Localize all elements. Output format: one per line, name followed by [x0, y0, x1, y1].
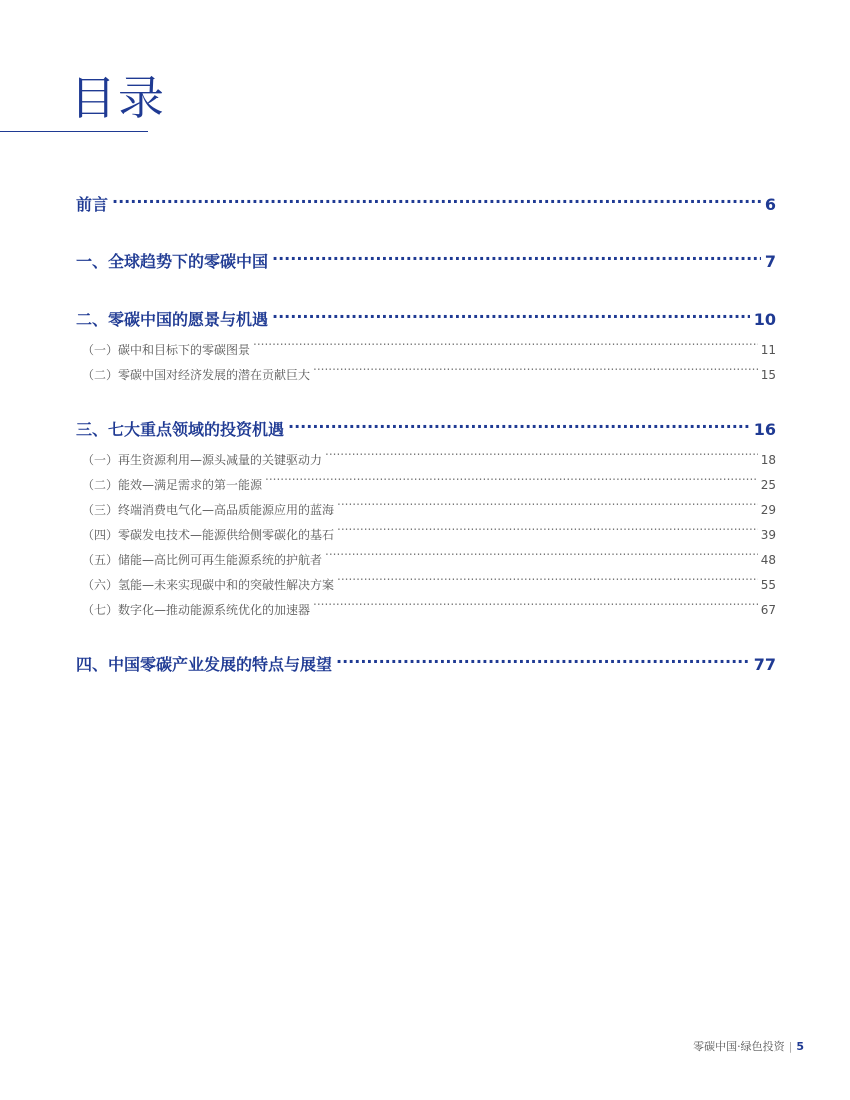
toc-subentry-label: （二）能效—满足需求的第一能源	[82, 478, 263, 492]
toc-page-number: 10	[753, 310, 776, 329]
toc-entry-label: 一、全球趋势下的零碳中国	[76, 252, 269, 271]
toc-entry-chapter-4[interactable]	[76, 646, 776, 674]
toc-page-number: 25	[760, 478, 776, 492]
footer-separator: |	[788, 1040, 793, 1053]
toc-subentry-label: （五）储能—高比例可再生能源系统的护航者	[82, 553, 323, 567]
toc-subentry-label: （三）终端消费电气化—高品质能源应用的蓝海	[82, 503, 335, 517]
page-footer	[693, 1038, 804, 1054]
table-of-contents	[76, 186, 776, 674]
toc-page-number: 39	[760, 528, 776, 542]
toc-page-number: 18	[760, 453, 776, 467]
toc-entry-chapter-2[interactable]	[76, 301, 776, 329]
toc-entry-preface[interactable]	[76, 186, 776, 214]
toc-subsection-list	[76, 329, 776, 382]
dot-leader	[288, 411, 750, 435]
toc-subentry-label: （一）再生资源利用—源头减量的关键驱动力	[82, 453, 323, 467]
toc-page-number: 11	[760, 343, 776, 357]
toc-entry-chapter-3[interactable]	[76, 411, 776, 439]
toc-page-number: 55	[760, 578, 776, 592]
toc-subentry-label: （四）零碳发电技术—能源供给侧零碳化的基石	[82, 528, 335, 542]
toc-page-number: 6	[764, 195, 776, 214]
dot-leader	[336, 646, 750, 670]
dot-leader	[253, 329, 758, 354]
toc-subentry-label: （六）氢能—未来实现碳中和的突破性解决方案	[82, 578, 335, 592]
toc-subentry-label: （二）零碳中国对经济发展的潜在贡献巨大	[82, 368, 311, 382]
toc-subentry-label: （七）数字化—推动能源系统优化的加速器	[82, 603, 311, 617]
toc-page-number: 67	[760, 603, 776, 617]
footer-title: 零碳中国·绿色投资	[693, 1040, 785, 1053]
toc-page-number: 16	[753, 420, 776, 439]
dot-leader	[265, 464, 758, 489]
toc-page-number: 15	[760, 368, 776, 382]
dot-leader	[337, 514, 758, 539]
dot-leader	[337, 564, 758, 589]
toc-entry-chapter-1[interactable]	[76, 243, 776, 271]
footer-page-number: 5	[796, 1040, 804, 1053]
toc-entry-label: 前言	[76, 195, 109, 214]
toc-subentry-label: （一）碳中和目标下的零碳图景	[82, 343, 251, 357]
dot-leader	[313, 589, 758, 614]
dot-leader	[325, 539, 758, 564]
title-underline	[0, 131, 148, 132]
toc-entry-label: 四、中国零碳产业发展的特点与展望	[76, 655, 333, 674]
toc-page-number: 29	[760, 503, 776, 517]
toc-entry-label: 三、七大重点领域的投资机遇	[76, 420, 285, 439]
page-title: 目录	[70, 71, 166, 125]
dot-leader	[313, 354, 758, 379]
toc-page-number: 77	[753, 655, 776, 674]
dot-leader	[112, 186, 761, 210]
toc-page-number: 48	[760, 553, 776, 567]
toc-subentry[interactable]	[76, 329, 776, 357]
dot-leader	[325, 439, 758, 464]
toc-page-number: 7	[764, 252, 776, 271]
dot-leader	[272, 243, 761, 267]
toc-subsection-list	[76, 439, 776, 617]
toc-entry-label: 二、零碳中国的愿景与机遇	[76, 310, 269, 329]
dot-leader	[272, 301, 750, 325]
dot-leader	[337, 489, 758, 514]
toc-subentry[interactable]	[76, 439, 776, 467]
